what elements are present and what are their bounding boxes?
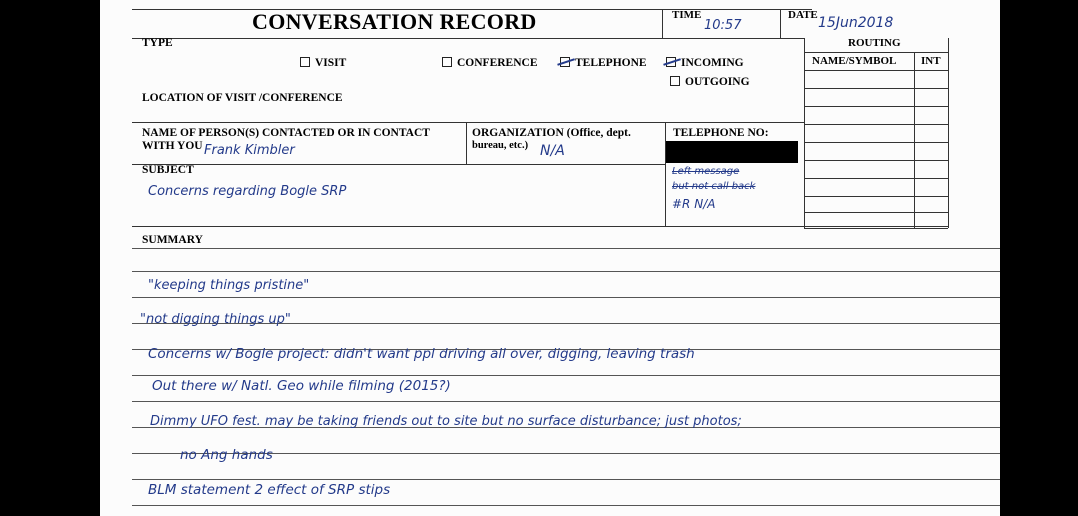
routing-bottom: [804, 228, 948, 229]
subject-value: Concerns regarding Bogle SRP: [148, 184, 347, 199]
phone-strike-2: but not call back: [672, 181, 756, 192]
summary-label: SUMMARY: [142, 234, 203, 246]
time-divider: [662, 9, 663, 38]
summary-line: Dimmy UFO fest. may be taking friends out to site but no surface disturbance; just photos;: [150, 414, 742, 429]
subject-bottom-line: [132, 226, 948, 227]
routing-row: [804, 142, 948, 143]
org-divider: [466, 122, 467, 164]
conference-checkbox[interactable]: [442, 57, 452, 67]
visit-option[interactable]: VISIT: [300, 57, 346, 69]
conversation-record-form: [100, 0, 1000, 516]
summary-line: Out there w/ Natl. Geo while filming (2015?): [152, 378, 451, 394]
header-bottom-line: [132, 38, 804, 39]
person-label-1: NAME OF PERSON(S) CONTACTED OR IN CONTACT: [142, 127, 430, 139]
summary-rule: [132, 248, 1000, 249]
org-label-1: ORGANIZATION (Office, dept.: [472, 127, 631, 139]
routing-row: [804, 88, 948, 89]
routing-row: [804, 160, 948, 161]
summary-rule: [132, 401, 1000, 402]
date-label: DATE: [788, 9, 818, 21]
summary-line: no Ang hands: [180, 447, 273, 463]
location-bottom-line: [132, 122, 804, 123]
routing-row: [804, 106, 948, 107]
routing-row: [804, 178, 948, 179]
form-title: CONVERSATION RECORD: [252, 9, 537, 34]
type-label: TYPE: [142, 37, 173, 49]
routing-row: [804, 124, 948, 125]
redacted-phone-number: [666, 141, 798, 163]
date-value: 15Jun2018: [818, 15, 894, 31]
phone-divider: [665, 122, 666, 226]
incoming-checkbox[interactable]: [666, 57, 676, 67]
date-divider: [780, 9, 781, 38]
name-symbol-label: NAME/SYMBOL: [812, 55, 897, 67]
outgoing-option[interactable]: OUTGOING: [670, 76, 750, 88]
time-value: 10:57: [704, 18, 742, 33]
conference-option[interactable]: CONFERENCE: [442, 57, 538, 69]
telephone-no-label: TELEPHONE NO:: [673, 127, 769, 139]
routing-row: [804, 212, 948, 213]
person-label-2: WITH YOU: [142, 140, 203, 152]
visit-checkbox[interactable]: [300, 57, 310, 67]
time-label: TIME: [672, 9, 702, 21]
routing-left-line: [804, 38, 805, 228]
phone-value: #R N/A: [672, 197, 716, 211]
outgoing-checkbox[interactable]: [670, 76, 680, 86]
routing-row: [804, 196, 948, 197]
int-label: INT: [921, 55, 941, 67]
summary-rule: [132, 297, 1000, 298]
summary-line: "not digging things up": [140, 312, 291, 327]
person-value: Frank Kimbler: [204, 143, 295, 158]
phone-strike-1: Left message: [672, 166, 740, 177]
routing-label: ROUTING: [848, 37, 901, 49]
routing-row-line: [804, 52, 948, 53]
routing-row: [804, 70, 948, 71]
org-value: N/A: [540, 143, 565, 159]
incoming-option[interactable]: INCOMING: [666, 57, 744, 69]
summary-rule: [132, 271, 1000, 272]
telephone-option[interactable]: TELEPHONE: [560, 57, 647, 69]
routing-right-line: [948, 38, 949, 228]
summary-line: "keeping things pristine": [148, 278, 310, 293]
contact-bottom-line: [132, 164, 666, 165]
summary-rule: [132, 505, 1000, 506]
location-label: LOCATION OF VISIT /CONFERENCE: [142, 92, 343, 104]
summary-line: Concerns w/ Bogle project: didn't want ppl driving all over, digging, leaving trash: [148, 346, 695, 362]
summary-line: BLM statement 2 effect of SRP stips: [148, 482, 391, 498]
int-divider: [914, 52, 915, 228]
summary-rule: [132, 479, 1000, 480]
org-label-2: bureau, etc.): [472, 140, 529, 151]
summary-rule: [132, 375, 1000, 376]
subject-label: SUBJECT: [142, 164, 194, 176]
telephone-checkbox[interactable]: [560, 57, 570, 67]
